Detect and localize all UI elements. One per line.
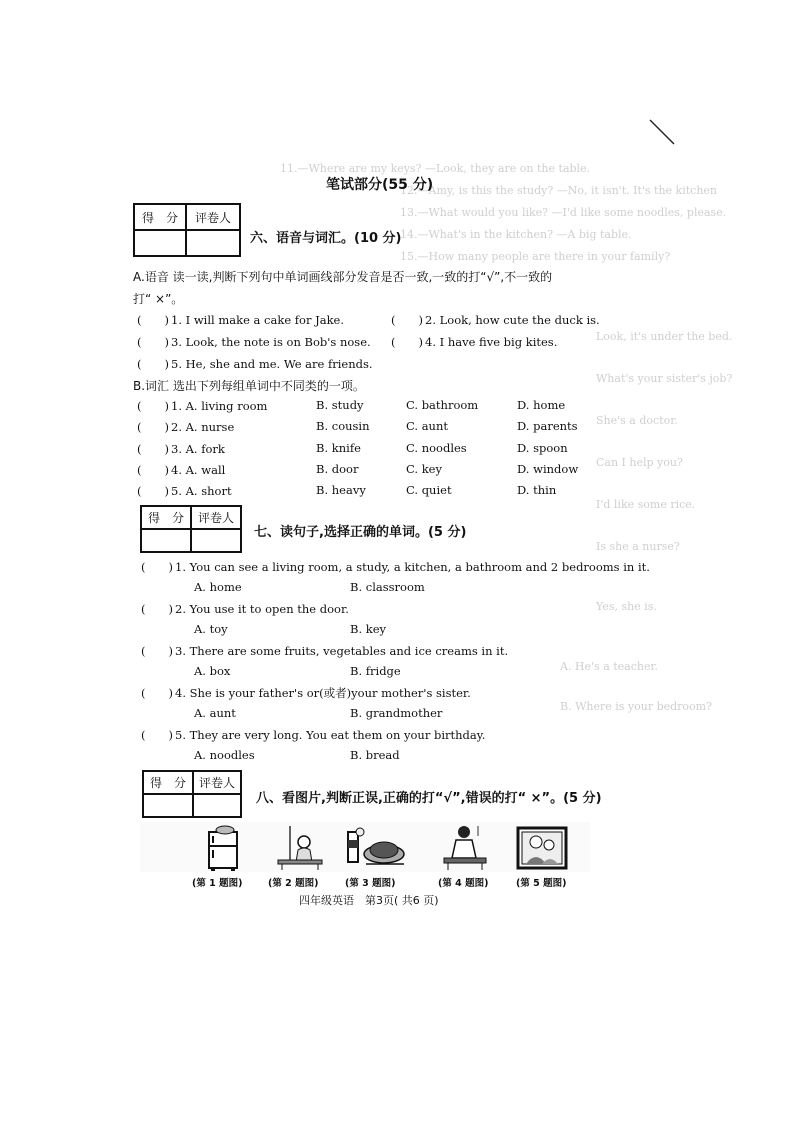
item-text: 4. She is your father's or(或者)your mother's sister. (175, 686, 471, 700)
bleed-through-text: What's your sister's job? (596, 372, 733, 385)
part-a-instruction-cont: 打“ ×”。 (133, 292, 184, 306)
bleed-through-text: 13.—What would you like? —I'd like some noodles, please. (400, 206, 727, 219)
option-d: D. spoon (517, 441, 568, 455)
option-a: 3. A. fork (171, 442, 225, 456)
option-a: A. aunt (194, 706, 236, 720)
answer-paren[interactable]: ( ) (141, 644, 173, 658)
bleed-through-text: Can I help you? (596, 456, 683, 469)
option-b: B. cousin (316, 419, 370, 433)
option-c: C. quiet (406, 483, 452, 497)
option-d: D. window (517, 462, 579, 476)
score-label: 得 分 (143, 771, 193, 794)
score-cell[interactable] (143, 794, 193, 817)
score-label: 得 分 (134, 204, 186, 230)
part-a-item-3 (137, 334, 371, 350)
option-a: 5. A. short (171, 484, 232, 498)
item-text: 5. He, she and me. We are friends. (171, 357, 373, 371)
item-text: 3. Look, the note is on Bob's nose. (171, 335, 371, 349)
bleed-through-text: She's a doctor. (596, 414, 678, 427)
woman-table-picture (442, 824, 488, 876)
answer-paren[interactable]: ( ) (137, 335, 169, 349)
slash-icon (648, 118, 678, 148)
option-c: C. noodles (406, 441, 467, 455)
girl-desk-picture (272, 824, 326, 876)
answer-paren[interactable]: ( ) (141, 602, 173, 616)
fridge-icon (203, 824, 243, 872)
option-a: A. box (194, 664, 231, 678)
bleed-through-text: I'd like some rice. (596, 498, 696, 511)
part-b-instruction: B.词汇 选出下列每组单词中不同类的一项。 (133, 379, 365, 393)
score-box (133, 203, 241, 257)
option-a: 4. A. wall (171, 463, 226, 477)
part-a-item-4 (391, 334, 557, 350)
answer-paren[interactable]: ( ) (137, 399, 169, 413)
option-a: 1. A. living room (171, 399, 268, 413)
girl-studying-icon (272, 824, 326, 872)
score-cell[interactable] (134, 230, 186, 256)
option-d: D. parents (517, 419, 578, 433)
bleed-through-text: Is she a nurse? (596, 540, 680, 553)
answer-paren[interactable]: ( ) (141, 686, 173, 700)
picture-caption-2: (第 2 题图) (268, 878, 319, 889)
item-text: 1. I will make a cake for Jake. (171, 313, 345, 327)
grader-cell[interactable] (193, 794, 241, 817)
grader-cell[interactable] (186, 230, 240, 256)
grader-label: 评卷人 (193, 771, 241, 794)
answer-paren[interactable]: ( ) (137, 357, 169, 371)
option-a: A. toy (194, 622, 228, 636)
bleed-through-text: Look, it's under the bed. (596, 330, 733, 343)
option-b: B. heavy (316, 483, 366, 497)
answer-paren[interactable]: ( ) (391, 313, 423, 327)
option-b: B. door (316, 462, 359, 476)
family-photo-picture (516, 826, 568, 874)
option-b: B. key (350, 622, 387, 636)
bleed-through-text: A. He's a teacher. (560, 660, 659, 673)
page-title: 笔试部分(55 分) (326, 177, 434, 193)
option-b: B. bread (350, 748, 400, 762)
score-label: 得 分 (141, 506, 191, 529)
fridge-picture (203, 824, 243, 876)
bleed-through-text: 14.—What's in the kitchen? —A big table. (400, 228, 632, 241)
score-box (140, 505, 242, 553)
answer-paren[interactable]: ( ) (137, 442, 169, 456)
bleed-through-text: B. Where is your bedroom? (560, 700, 713, 713)
option-d: D. home (517, 398, 566, 412)
item-text: 5. They are very long. You eat them on your birthday. (175, 728, 486, 742)
answer-paren[interactable]: ( ) (141, 560, 173, 574)
score-cell[interactable] (141, 529, 191, 552)
option-b: B. fridge (350, 664, 401, 678)
option-d: D. thin (517, 483, 557, 497)
grader-label: 评卷人 (186, 204, 240, 230)
section-7-title: 七、读句子,选择正确的单词。(5 分) (254, 525, 467, 540)
woman-cooking-icon (442, 824, 488, 872)
part-a-instruction: A.语音 读一读,判断下列句中单词画线部分发音是否一致,一致的打“√”,不一致的 (133, 270, 553, 284)
option-a: A. home (194, 580, 242, 594)
corner-slash-mark (648, 118, 678, 148)
picture-caption-4: (第 4 题图) (438, 878, 489, 889)
option-b: B. grandmother (350, 706, 443, 720)
part-a-item-5 (137, 356, 373, 372)
answer-paren[interactable]: ( ) (141, 728, 173, 742)
option-a: A. noodles (194, 748, 255, 762)
part-a-item-1 (137, 312, 344, 328)
answer-paren[interactable]: ( ) (137, 484, 169, 498)
item-text: 4. I have five big kites. (425, 335, 558, 349)
bleed-through-text: 11.—Where are my keys? —Look, they are on the table. (280, 162, 591, 175)
picture-caption-3: (第 3 题图) (345, 878, 396, 889)
option-c: C. aunt (406, 419, 448, 433)
answer-paren[interactable]: ( ) (391, 335, 423, 349)
picture-caption-5: (第 5 题图) (516, 878, 567, 889)
item-text: 1. You can see a living room, a study, a kitchen, a bathroom and 2 bedrooms in it. (175, 560, 650, 574)
picture-caption-1: (第 1 题图) (192, 878, 243, 889)
answer-paren[interactable]: ( ) (137, 463, 169, 477)
option-c: C. bathroom (406, 398, 479, 412)
grader-cell[interactable] (191, 529, 241, 552)
section-6-title: 六、语音与词汇。(10 分) (250, 231, 402, 246)
option-c: C. key (406, 462, 442, 476)
option-b: B. classroom (350, 580, 425, 594)
item-text: 3. There are some fruits, vegetables and ice creams in it. (175, 644, 509, 658)
item-text: 2. Look, how cute the duck is. (425, 313, 600, 327)
option-b: B. study (316, 398, 364, 412)
bleed-through-text: Yes, she is. (596, 600, 657, 613)
part-a-item-2 (391, 312, 600, 328)
option-b: B. knife (316, 441, 361, 455)
grader-label: 评卷人 (191, 506, 241, 529)
page-footer: 四年级英语 第3页( 共6 页) (299, 894, 439, 907)
option-a: 2. A. nurse (171, 420, 235, 434)
section-8-title: 八、看图片,判断正误,正确的打“√”,错误的打“ ×”。(5 分) (256, 791, 602, 806)
food-icon (344, 826, 410, 870)
answer-paren[interactable]: ( ) (137, 420, 169, 434)
score-box (142, 770, 242, 818)
family-photo-icon (516, 826, 568, 870)
bleed-through-text: 15.—How many people are there in your family? (400, 250, 671, 263)
food-picture (344, 826, 410, 874)
item-text: 2. You use it to open the door. (175, 602, 349, 616)
answer-paren[interactable]: ( ) (137, 313, 169, 327)
bleed-through-text: 12.—Amy, is this the study? —No, it isn't. It's the kitchen (400, 184, 717, 197)
